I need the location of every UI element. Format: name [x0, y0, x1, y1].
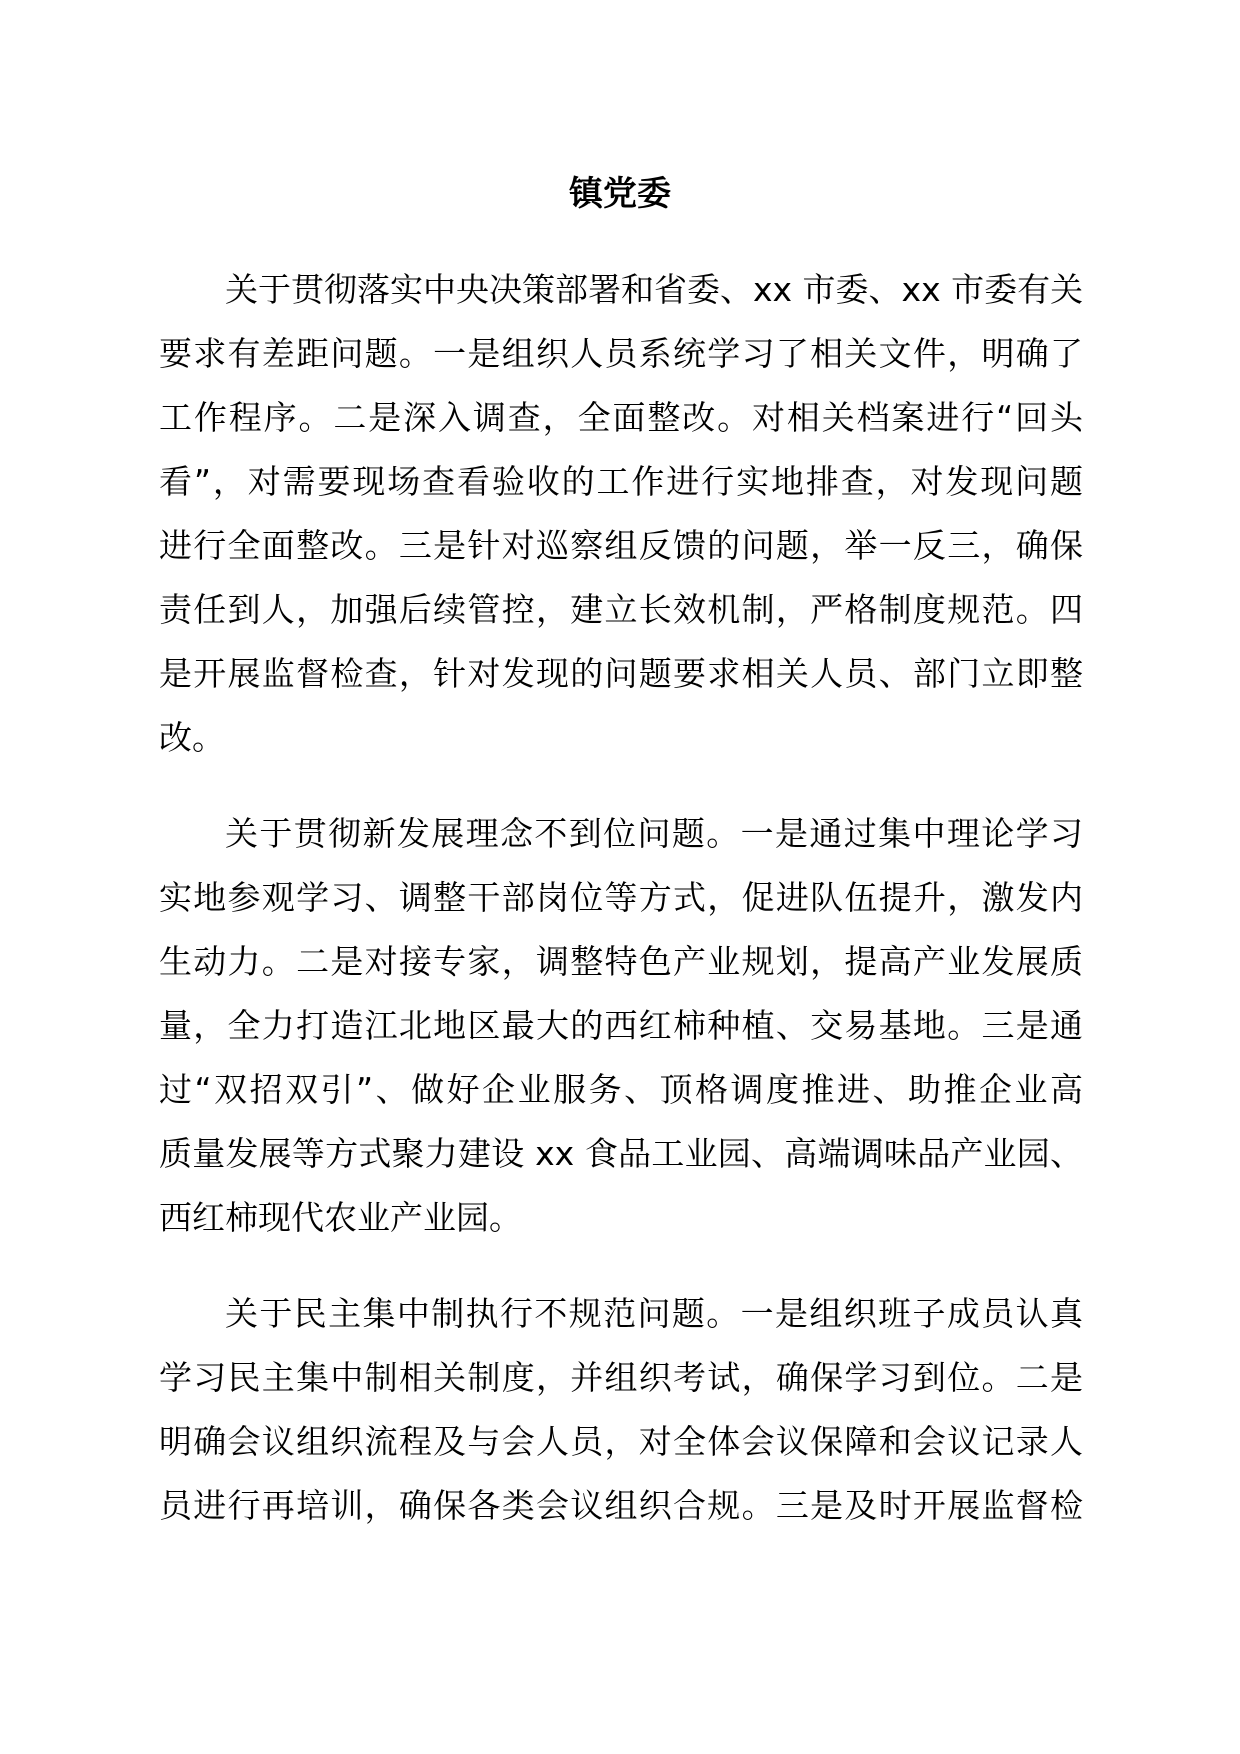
text-line: 学习民主集中制相关制度，并组织考试，确保学习到位。二是: [159, 1358, 1083, 1397]
text-line: 过“双招双引”、做好企业服务、顶格调度推进、助推企业高: [159, 1070, 1083, 1109]
text-line: 看”，对需要现场查看验收的工作进行实地排查，对发现问题: [159, 462, 1083, 501]
text-line: 进行全面整改。三是针对巡察组反馈的问题，举一反三，确保: [159, 526, 1083, 565]
text-line: 员进行再培训，确保各类会议组织合规。三是及时开展监督检: [159, 1486, 1083, 1525]
text-line: 工作程序。二是深入调查，全面整改。对相关档案进行“回头: [159, 398, 1083, 437]
paragraph: [159, 258, 1083, 770]
text-line: 生动力。二是对接专家，调整特色产业规划，提高产业发展质: [159, 942, 1083, 981]
text-line: 关于民主集中制执行不规范问题。一是组织班子成员认真: [225, 1294, 1083, 1333]
paragraph: [159, 802, 1083, 1250]
text-line: 是开展监督检查，针对发现的问题要求相关人员、部门立即整: [159, 654, 1083, 693]
text-line: 改。: [159, 718, 225, 757]
document-title: 镇党委: [569, 174, 671, 214]
text-line: 实地参观学习、调整干部岗位等方式，促进队伍提升，激发内: [159, 878, 1083, 917]
paragraph: [159, 1282, 1083, 1538]
text-line: 关于贯彻新发展理念不到位问题。一是通过集中理论学习: [225, 814, 1083, 853]
text-line: 关于贯彻落实中央决策部署和省委、xx 市委、xx 市委有关: [225, 270, 1084, 309]
text-line: 量，全力打造江北地区最大的西红柿种植、交易基地。三是通: [159, 1006, 1083, 1045]
text-line: 要求有差距问题。一是组织人员系统学习了相关文件，明确了: [159, 334, 1083, 373]
text-line: 质量发展等方式聚力建设 xx 食品工业园、高端调味品产业园、: [159, 1134, 1083, 1173]
text-line: 责任到人，加强后续管控，建立长效机制，严格制度规范。四: [159, 590, 1083, 629]
text-line: 明确会议组织流程及与会人员，对全体会议保障和会议记录人: [159, 1422, 1083, 1461]
document-body: [159, 258, 1083, 1570]
text-line: 西红柿现代农业产业园。: [159, 1198, 522, 1237]
